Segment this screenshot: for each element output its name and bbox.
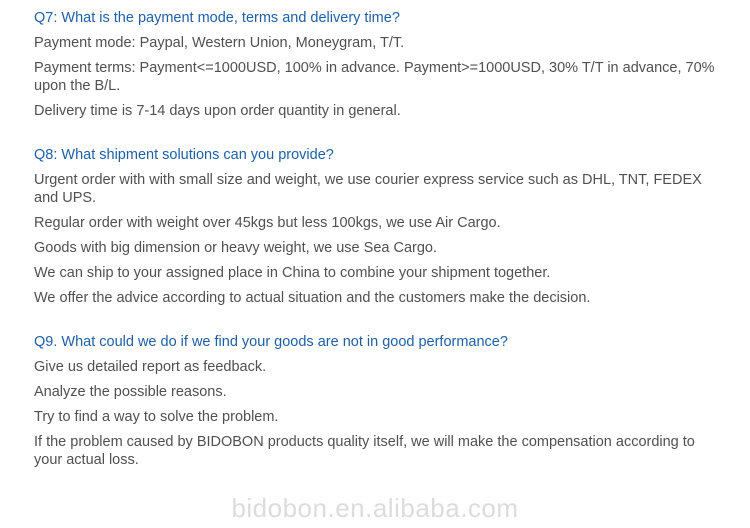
faq-answer: Goods with big dimension or heavy weight, we use Sea Cargo. xyxy=(34,240,437,256)
faq-answer: Urgent order with with small size and weight, we use courier express service such as DHL, TNT, FEDEX and UPS. xyxy=(34,172,702,206)
faq-answer: If the problem caused by BIDOBON products quality itself, we will make the compensation according to your actual loss. xyxy=(34,434,695,468)
faq-list xyxy=(34,9,724,495)
faq-answer: Try to find a way to solve the problem. xyxy=(34,409,279,425)
faq-section-q7 xyxy=(34,9,724,120)
faq-answer: Payment terms: Payment<=1000USD, 100% in advance. Payment>=1000USD, 30% T/T in advance, 70% upon the B/L. xyxy=(34,60,715,94)
faq-section-q8 xyxy=(34,146,724,307)
faq-answer: We offer the advice according to actual situation and the customers make the decision. xyxy=(34,290,591,306)
faq-section-q9 xyxy=(34,333,724,469)
faq-question: Q8: What shipment solutions can you provide? xyxy=(34,147,334,163)
faq-answer: Regular order with weight over 45kgs but less 100kgs, we use Air Cargo. xyxy=(34,215,501,231)
faq-answer: Delivery time is 7-14 days upon order quantity in general. xyxy=(34,103,401,119)
faq-answer: Payment mode: Paypal, Western Union, Moneygram, T/T. xyxy=(34,35,405,51)
faq-answer: Analyze the possible reasons. xyxy=(34,384,227,400)
faq-question: Q7: What is the payment mode, terms and delivery time? xyxy=(34,10,400,26)
watermark: bidobon.en.alibaba.com xyxy=(231,493,519,523)
faq-question: Q9. What could we do if we find your goods are not in good performance? xyxy=(34,334,508,350)
faq-answer: We can ship to your assigned place in China to combine your shipment together. xyxy=(34,265,551,281)
faq-answer: Give us detailed report as feedback. xyxy=(34,359,267,375)
